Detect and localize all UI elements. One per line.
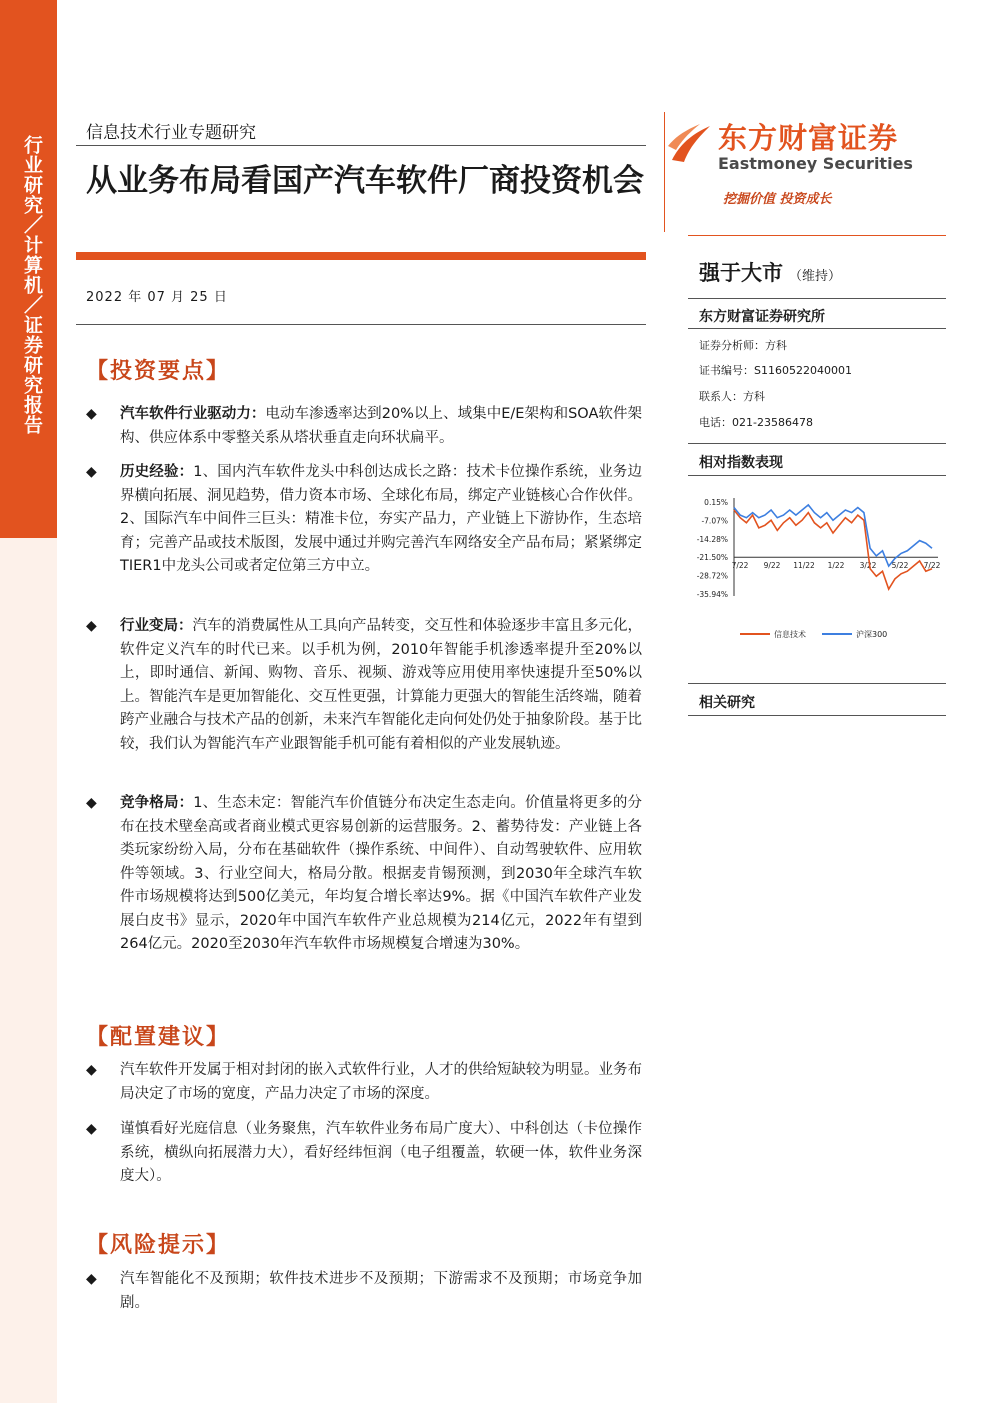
right-divider (688, 475, 946, 476)
date-divider (76, 324, 646, 325)
section-heading-suggestions: 【配置建议】 (86, 1025, 231, 1050)
brand-name-en: Eastmoney Securities (718, 154, 913, 173)
analyst-cert: 证书编号：S1160522040001 (699, 364, 852, 377)
right-divider (688, 298, 946, 299)
y-tick-label: -28.72% (696, 571, 728, 581)
key-point-title: 汽车软件行业驱动力： (120, 406, 266, 422)
right-divider (688, 683, 946, 684)
brand-slogan: 挖掘价值 投资成长 (723, 192, 832, 207)
y-tick-label: -14.28% (696, 534, 728, 544)
key-point-title: 行业变局： (120, 618, 193, 634)
x-tick-label: 11/22 (793, 561, 815, 571)
rating-value: 强于大市 (699, 261, 783, 285)
rating-note: （维持） (789, 269, 842, 284)
x-tick-label: 9/22 (763, 561, 781, 571)
contact-person: 联系人：方科 (699, 390, 765, 403)
diamond-bullet-icon: ◆ (86, 406, 97, 422)
side-category-label: 行业研究／计算机／证券研究报告 (21, 135, 43, 435)
report-date: 2022 年 07 月 25 日 (86, 290, 228, 305)
brand-mark-icon (666, 116, 714, 172)
y-tick-label: -35.94% (696, 590, 728, 599)
key-point-text: 1、国内汽车软件龙头中科创达成长之路：技术卡位操作系统，业务边界横向拓展、洞见趋势，借力资本市场、全球化布局，绑定产业链核心合作伙伴。2、国际汽车中间件三巨头：精准卡位，夯实产品力，产业链上下游协作，生态培育；完善产品或技术版图，发展中通过并购完善汽车网络安全产品布局；紧紧绑定TIER1中龙头公司或者定位第三方中立。 (120, 464, 643, 574)
diamond-bullet-icon: ◆ (86, 618, 97, 634)
analyst-name: 证券分析师：方科 (699, 339, 787, 352)
page-title: 从业务布局看国产汽车软件厂商投资机会 (86, 163, 644, 199)
diamond-bullet-icon: ◆ (86, 464, 97, 480)
diamond-bullet-icon: ◆ (86, 795, 97, 811)
key-point-text: 汽车的消费属性从工具向产品转变，交互性和体验逐步丰富且多元化，软件定义汽车的时代已来。以手机为例，2010年智能手机渗透率提升至20%以上，即时通信、新闻、购物、音乐、视频、游戏等应用使用率快速提升至50%以上。智能汽车是更加智能化、交互性更强，计算能力更强大的智能生活终端，随着跨产业融合与技术产品的创新，未来汽车智能化走向何处仍处于抽象阶段。基于比较，我们认为智能汽车产业跟智能手机可能有着相似的产业发展轨迹。 (120, 618, 642, 752)
x-tick-label: 5/22 (891, 561, 909, 571)
x-tick-label: 7/22 (923, 561, 941, 571)
section-heading-risks: 【风险提示】 (86, 1233, 231, 1258)
series-line (731, 510, 932, 589)
key-point-text: 电动车渗透率达到20%以上、域集中E/E架构和SOA软件架构、供应体系中零整关系从塔状垂直走向环状扁平。 (120, 406, 643, 446)
institute-name: 东方财富证券研究所 (699, 309, 825, 325)
y-tick-label: -7.07% (701, 516, 728, 526)
rating (699, 257, 841, 287)
header-divider (76, 145, 646, 146)
suggestion-text: 谨慎看好光庭信息（业务聚焦，汽车软件业务布局广度大）、中科创达（卡位操作系统，横纵向拓展潜力大），看好经纬恒润（电子组覆盖，软硬一体，软件业务深度大）。 (120, 1121, 642, 1184)
brand-name: 东方财富证券 (718, 121, 899, 155)
diamond-bullet-icon: ◆ (86, 1062, 97, 1078)
column-divider (664, 112, 665, 232)
suggestion-text: 汽车软件开发属于相对封闭的嵌入式软件行业，人才的供给短缺较为明显。业务布局决定了市场的宽度，产品力决定了市场的深度。 (120, 1062, 642, 1102)
right-divider (688, 715, 946, 716)
brand-logo (666, 112, 946, 174)
diamond-bullet-icon: ◆ (86, 1271, 97, 1287)
y-tick-label: -21.50% (696, 553, 728, 563)
x-tick-label: 3/22 (859, 561, 877, 571)
legend-label: 沪深300 (856, 630, 888, 639)
side-bar (0, 0, 57, 1403)
risk-text: 汽车智能化不及预期；软件技术进步不及预期；下游需求不及预期；市场竞争加剧。 (120, 1271, 642, 1311)
relative-index-chart (688, 488, 943, 648)
key-point-title: 历史经验： (120, 464, 194, 480)
x-tick-label: 1/22 (827, 561, 845, 571)
diamond-bullet-icon: ◆ (86, 1121, 97, 1137)
report-type: 信息技术行业专题研究 (86, 123, 256, 143)
key-point-title: 竞争格局： (120, 795, 194, 811)
contact-phone: 电话：021-23586478 (699, 416, 813, 429)
key-point-text: 1、生态未定：智能汽车价值链分布决定生态走向。价值量将更多的分布在技术壁垒高或者商业模式更容易创新的运营服务。2、蓄势待发：产业链上各类玩家纷纷入局，分布在基础软件（操作系统、中间件）、自动驾驶软件、应用软件等领域。3、行业空间大，格局分散。根据麦肯锡预测，到2030年全球汽车软件市场规模将达到500亿美元，年均复合增长率达9%。据《中国汽车软件产业发展白皮书》显示，2020年中国汽车软件产业总规模为214亿元，2022年有望到264亿元。2020至2030年汽车软件市场规模复合增速为30%。 (120, 795, 643, 952)
right-divider (688, 443, 946, 444)
related-research-heading: 相关研究 (699, 695, 755, 711)
index-performance-heading: 相对指数表现 (699, 455, 783, 471)
right-divider (688, 328, 946, 329)
section-heading-key-points: 【投资要点】 (86, 359, 231, 384)
x-tick-label: 7/22 (731, 561, 749, 571)
y-tick-label: 0.15% (704, 498, 728, 507)
right-divider (688, 235, 946, 236)
legend-label: 信息技术 (774, 630, 806, 639)
title-divider (76, 252, 646, 260)
